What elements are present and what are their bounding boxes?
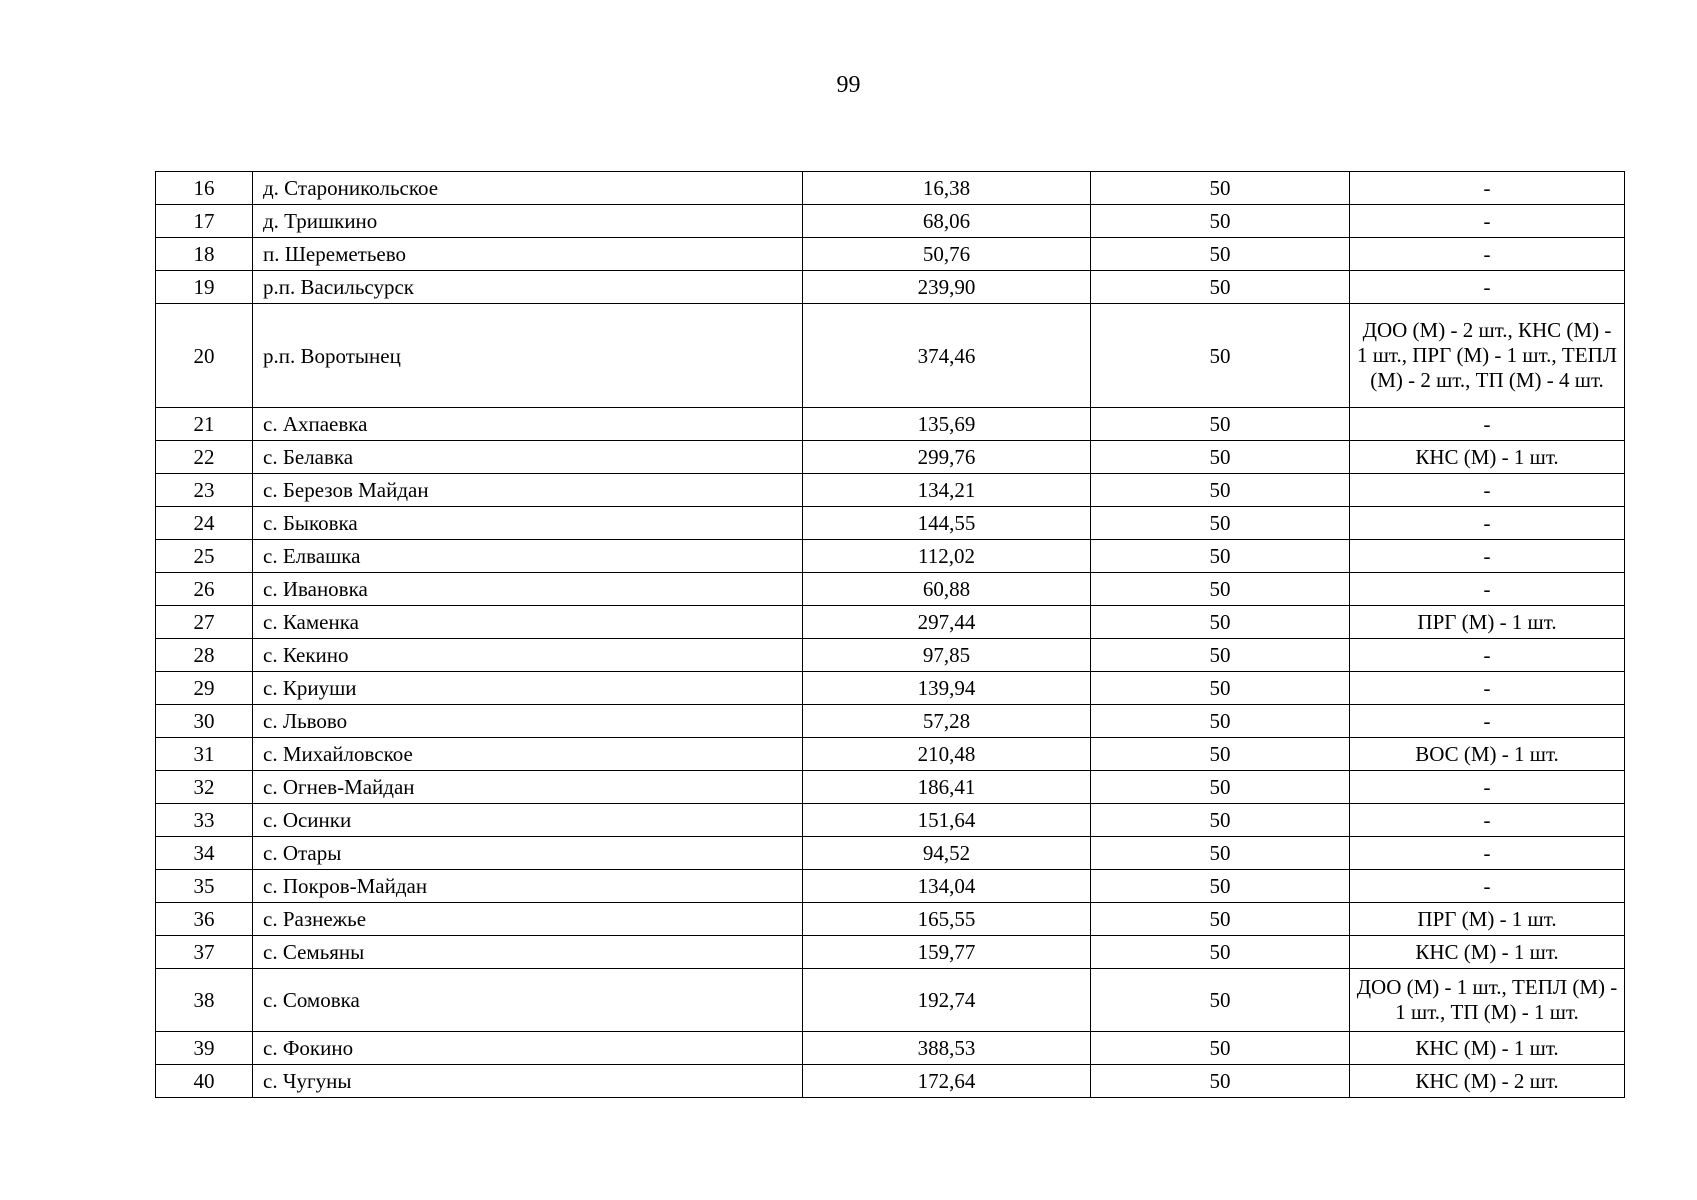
settlement-name: с. Отары <box>253 837 803 870</box>
row-number: 24 <box>156 507 253 540</box>
value-cell: 57,28 <box>803 705 1091 738</box>
row-number: 30 <box>156 705 253 738</box>
percent-cell: 50 <box>1091 804 1350 837</box>
percent-cell: 50 <box>1091 172 1350 205</box>
table-row <box>156 1065 1625 1098</box>
value-cell: 299,76 <box>803 441 1091 474</box>
objects-cell: ДОО (М) - 1 шт., ТЕПЛ (М) - 1 шт., ТП (М) - 1 шт. <box>1350 969 1625 1032</box>
table-row <box>156 172 1625 205</box>
value-cell: 165,55 <box>803 903 1091 936</box>
objects-cell: - <box>1350 639 1625 672</box>
row-number: 32 <box>156 771 253 804</box>
settlement-name: с. Разнежье <box>253 903 803 936</box>
row-number: 34 <box>156 837 253 870</box>
settlement-name: с. Семьяны <box>253 936 803 969</box>
table-row <box>156 606 1625 639</box>
table-row <box>156 672 1625 705</box>
table-row <box>156 507 1625 540</box>
percent-cell: 50 <box>1091 639 1350 672</box>
percent-cell: 50 <box>1091 1032 1350 1065</box>
settlement-name: с. Ивановка <box>253 573 803 606</box>
row-number: 18 <box>156 238 253 271</box>
row-number: 29 <box>156 672 253 705</box>
percent-cell: 50 <box>1091 969 1350 1032</box>
objects-cell: - <box>1350 540 1625 573</box>
settlement-name: с. Осинки <box>253 804 803 837</box>
table-row <box>156 1032 1625 1065</box>
row-number: 31 <box>156 738 253 771</box>
value-cell: 297,44 <box>803 606 1091 639</box>
percent-cell: 50 <box>1091 672 1350 705</box>
row-number: 33 <box>156 804 253 837</box>
value-cell: 151,64 <box>803 804 1091 837</box>
objects-cell: - <box>1350 771 1625 804</box>
objects-cell: - <box>1350 238 1625 271</box>
table-row <box>156 705 1625 738</box>
settlement-name: с. Чугуны <box>253 1065 803 1098</box>
value-cell: 68,06 <box>803 205 1091 238</box>
settlement-name: с. Белавка <box>253 441 803 474</box>
objects-cell: - <box>1350 804 1625 837</box>
table-row <box>156 738 1625 771</box>
settlement-name: с. Львово <box>253 705 803 738</box>
table-row <box>156 837 1625 870</box>
settlement-name: с. Огнев-Майдан <box>253 771 803 804</box>
objects-cell: КНС (М) - 1 шт. <box>1350 1032 1625 1065</box>
table-row <box>156 936 1625 969</box>
row-number: 16 <box>156 172 253 205</box>
objects-cell: - <box>1350 870 1625 903</box>
value-cell: 60,88 <box>803 573 1091 606</box>
table-row <box>156 903 1625 936</box>
value-cell: 186,41 <box>803 771 1091 804</box>
table-row <box>156 408 1625 441</box>
row-number: 17 <box>156 205 253 238</box>
table-row <box>156 271 1625 304</box>
objects-cell: КНС (М) - 2 шт. <box>1350 1065 1625 1098</box>
value-cell: 139,94 <box>803 672 1091 705</box>
table-row <box>156 304 1625 408</box>
row-number: 22 <box>156 441 253 474</box>
settlement-name: с. Быковка <box>253 507 803 540</box>
percent-cell: 50 <box>1091 870 1350 903</box>
row-number: 38 <box>156 969 253 1032</box>
percent-cell: 50 <box>1091 771 1350 804</box>
value-cell: 388,53 <box>803 1032 1091 1065</box>
table-row <box>156 474 1625 507</box>
value-cell: 159,77 <box>803 936 1091 969</box>
table-row <box>156 804 1625 837</box>
value-cell: 134,21 <box>803 474 1091 507</box>
settlement-name: с. Ахпаевка <box>253 408 803 441</box>
objects-cell: - <box>1350 474 1625 507</box>
objects-cell: ПРГ (М) - 1 шт. <box>1350 606 1625 639</box>
table-body <box>156 172 1625 1098</box>
row-number: 23 <box>156 474 253 507</box>
table-row <box>156 573 1625 606</box>
percent-cell: 50 <box>1091 540 1350 573</box>
settlement-name: с. Березов Майдан <box>253 474 803 507</box>
row-number: 25 <box>156 540 253 573</box>
value-cell: 135,69 <box>803 408 1091 441</box>
settlement-name: с. Михайловское <box>253 738 803 771</box>
objects-cell: - <box>1350 672 1625 705</box>
percent-cell: 50 <box>1091 705 1350 738</box>
objects-cell: ПРГ (М) - 1 шт. <box>1350 903 1625 936</box>
percent-cell: 50 <box>1091 304 1350 408</box>
percent-cell: 50 <box>1091 837 1350 870</box>
value-cell: 50,76 <box>803 238 1091 271</box>
value-cell: 172,64 <box>803 1065 1091 1098</box>
value-cell: 97,85 <box>803 639 1091 672</box>
settlement-name: с. Сомовка <box>253 969 803 1032</box>
percent-cell: 50 <box>1091 936 1350 969</box>
table-row <box>156 238 1625 271</box>
settlement-name: р.п. Васильсурск <box>253 271 803 304</box>
row-number: 20 <box>156 304 253 408</box>
table-row <box>156 870 1625 903</box>
percent-cell: 50 <box>1091 606 1350 639</box>
value-cell: 210,48 <box>803 738 1091 771</box>
settlement-name: д. Староникольское <box>253 172 803 205</box>
table-row <box>156 441 1625 474</box>
table-row <box>156 639 1625 672</box>
settlement-name: с. Покров-Майдан <box>253 870 803 903</box>
percent-cell: 50 <box>1091 573 1350 606</box>
objects-cell: - <box>1350 705 1625 738</box>
percent-cell: 50 <box>1091 408 1350 441</box>
table-row <box>156 540 1625 573</box>
percent-cell: 50 <box>1091 474 1350 507</box>
value-cell: 239,90 <box>803 271 1091 304</box>
objects-cell: - <box>1350 507 1625 540</box>
objects-cell: - <box>1350 205 1625 238</box>
settlement-name: р.п. Воротынец <box>253 304 803 408</box>
percent-cell: 50 <box>1091 441 1350 474</box>
value-cell: 134,04 <box>803 870 1091 903</box>
objects-cell: - <box>1350 172 1625 205</box>
settlement-name: с. Каменка <box>253 606 803 639</box>
row-number: 40 <box>156 1065 253 1098</box>
table-row <box>156 205 1625 238</box>
settlement-name: с. Кекино <box>253 639 803 672</box>
settlement-name: п. Шереметьево <box>253 238 803 271</box>
page-number: 99 <box>836 72 861 98</box>
percent-cell: 50 <box>1091 238 1350 271</box>
row-number: 36 <box>156 903 253 936</box>
value-cell: 94,52 <box>803 837 1091 870</box>
row-number: 35 <box>156 870 253 903</box>
objects-cell: - <box>1350 408 1625 441</box>
row-number: 27 <box>156 606 253 639</box>
percent-cell: 50 <box>1091 1065 1350 1098</box>
row-number: 39 <box>156 1032 253 1065</box>
row-number: 19 <box>156 271 253 304</box>
settlements-table <box>155 171 1625 1098</box>
objects-cell: ВОС (М) - 1 шт. <box>1350 738 1625 771</box>
table-row <box>156 969 1625 1032</box>
value-cell: 144,55 <box>803 507 1091 540</box>
value-cell: 192,74 <box>803 969 1091 1032</box>
row-number: 37 <box>156 936 253 969</box>
settlement-name: д. Тришкино <box>253 205 803 238</box>
value-cell: 16,38 <box>803 172 1091 205</box>
objects-cell: КНС (М) - 1 шт. <box>1350 441 1625 474</box>
settlement-name: с. Елвашка <box>253 540 803 573</box>
objects-cell: ДОО (М) - 2 шт., КНС (М) - 1 шт., ПРГ (М) - 1 шт., ТЕПЛ (М) - 2 шт., ТП (М) - 4 шт. <box>1350 304 1625 408</box>
percent-cell: 50 <box>1091 903 1350 936</box>
objects-cell: - <box>1350 837 1625 870</box>
value-cell: 112,02 <box>803 540 1091 573</box>
percent-cell: 50 <box>1091 507 1350 540</box>
table-row <box>156 771 1625 804</box>
percent-cell: 50 <box>1091 271 1350 304</box>
percent-cell: 50 <box>1091 205 1350 238</box>
value-cell: 374,46 <box>803 304 1091 408</box>
objects-cell: КНС (М) - 1 шт. <box>1350 936 1625 969</box>
settlement-name: с. Фокино <box>253 1032 803 1065</box>
objects-cell: - <box>1350 573 1625 606</box>
row-number: 26 <box>156 573 253 606</box>
settlement-name: с. Криуши <box>253 672 803 705</box>
row-number: 28 <box>156 639 253 672</box>
objects-cell: - <box>1350 271 1625 304</box>
percent-cell: 50 <box>1091 738 1350 771</box>
row-number: 21 <box>156 408 253 441</box>
